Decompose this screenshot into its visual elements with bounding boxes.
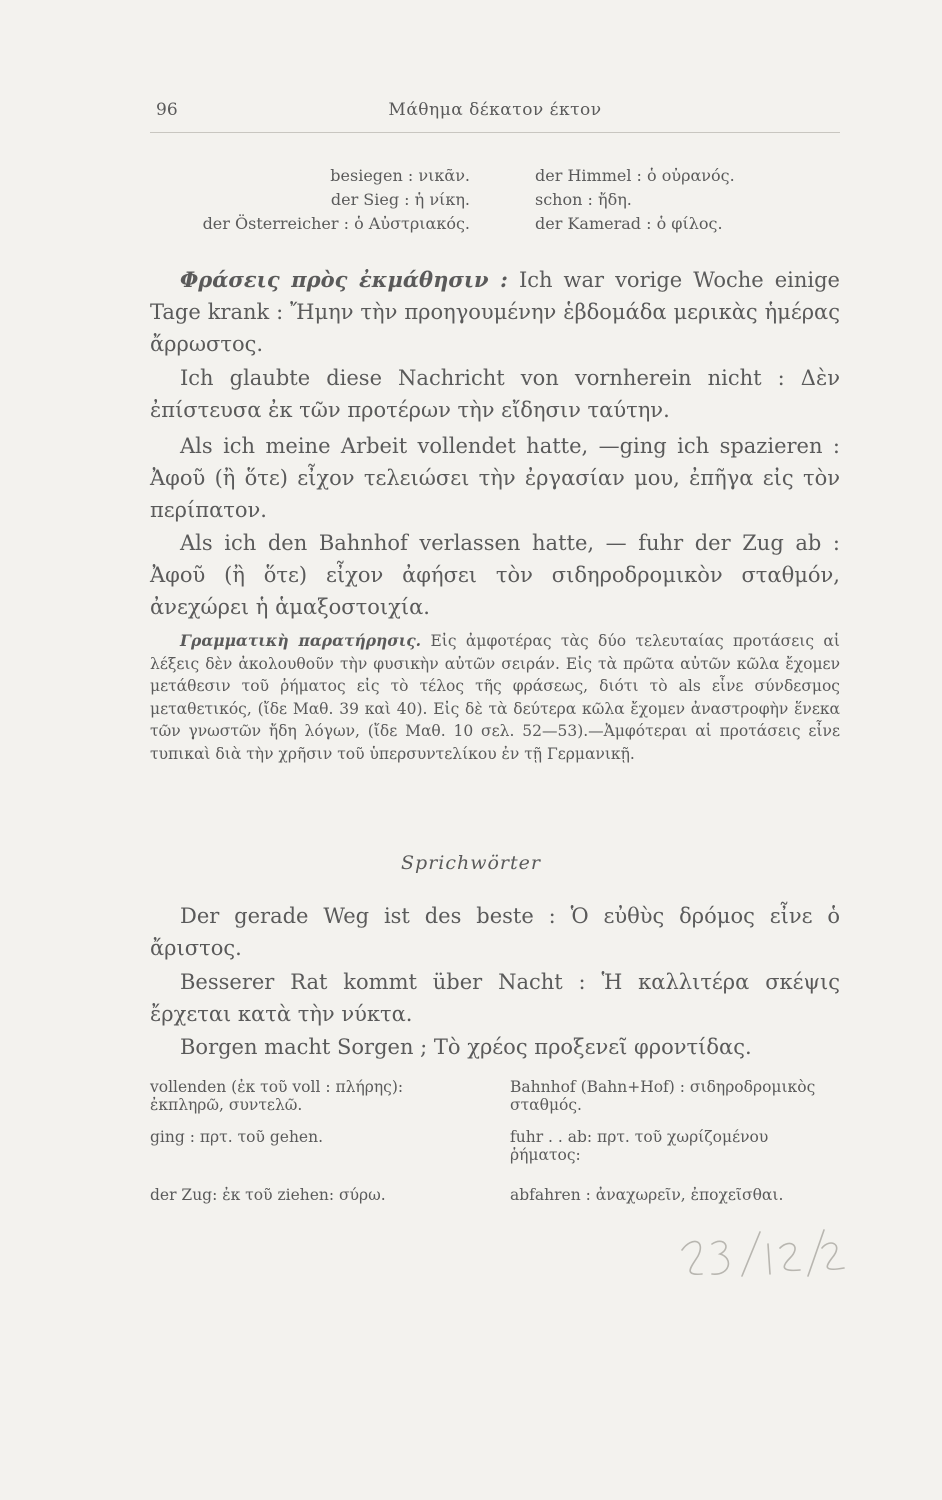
header-rule bbox=[150, 132, 840, 133]
proverb-3: Borgen macht Sorgen ; Τὸ χρέος προξενεῖ φροντίδας. bbox=[180, 1035, 752, 1059]
note-right: Bahnhof (Bahn+Hof) : σιδηροδρομικὸς σταθμός. bbox=[510, 1078, 816, 1114]
phrases-heading: Φράσεις πρὸς ἐκμάθησιν : bbox=[180, 267, 508, 292]
handwritten-date bbox=[672, 1218, 852, 1298]
vocab-left: besiegen : νικᾶν. bbox=[330, 166, 470, 185]
grammar-heading: Γραμματικὴ παρατήρησις. bbox=[180, 631, 422, 650]
note-left: der Zug: ἐκ τοῦ ziehen: σύρω. bbox=[150, 1186, 386, 1204]
vocab-left: der Österreicher : ὁ Αὐστριακός. bbox=[202, 214, 470, 233]
proverb-1: Der gerade Weg ist des beste : Ὁ εὐθὺς δρόμος εἶνε ὁ ἄριστος. bbox=[150, 904, 840, 960]
vocab-right: schon : ἤδη. bbox=[535, 190, 632, 209]
phrase-text: Ich war vorige Woche einige Tage krank : Ἤμην τὴν προηγουμένην ἑβδομάδα μερικὰς ἡμέρας ἄρρωστος. bbox=[150, 268, 840, 356]
grammar-body: Εἰς ἀμφοτέρας τὰς δύο τελευταίας προτάσεις αἱ λέξεις δὲν ἀκολουθοῦν τὴν φυσικὴν αὐτῶν σειράν. Εἰς τὰ πρῶτα αὐτῶν κῶλα ἔχομεν μετάθεσιν τοῦ ῥήματος εἰς τὸ τέλος τῆς φράσεως, διότι τὸ als εἶνε σύνδεσμος μεταθετικός, (ἴδε Μαθ. 39 καὶ 40). Εἰς δὲ τὰ δεύτερα κῶλα ἔχομεν ἀναστροφὴν ἕνεκα τῶν γνωστῶν ἤδη λόγων, (ἴδε Μαθ. 10 σελ. 52—53).—Ἀμφότεραι αἱ προτάσεις εἶνε τυπικαὶ διὰ τὴν χρῆσιν τοῦ ὑπερσυντελίκου ἐν τῇ Γερμανικῇ. bbox=[150, 632, 840, 763]
phrase-paragraph-1 bbox=[150, 264, 840, 360]
vocab-row bbox=[150, 214, 840, 238]
page-number: 96 bbox=[156, 100, 178, 120]
proverb-2: Besserer Rat kommt über Nacht : Ἡ καλλιτέρα σκέψις ἔρχεται κατὰ τὴν νύκτα. bbox=[150, 970, 840, 1026]
proverbs-title: Sprichwörter bbox=[401, 852, 541, 874]
chapter-title: Μάθημα δέκατον έκτον bbox=[388, 100, 602, 120]
note-left: ging : πρτ. τοῦ gehen. bbox=[150, 1128, 324, 1146]
vocab-right: der Kamerad : ὁ φίλος. bbox=[535, 214, 723, 233]
page-header bbox=[150, 100, 840, 130]
note-row bbox=[150, 1186, 840, 1216]
vocab-left: der Sieg : ἡ νίκη. bbox=[330, 190, 470, 209]
vocabulary-list bbox=[150, 166, 840, 238]
word-notes bbox=[150, 1078, 840, 1216]
vocab-right: der Himmel : ὁ οὐρανός. bbox=[535, 166, 735, 185]
note-row bbox=[150, 1078, 840, 1128]
phrase-paragraph-2: Ich glaubte diese Nachricht von vornherein nicht : Δὲν ἐπίστευσα ἐκ τῶν προτέρων τὴν εἴδησιν ταύτην. bbox=[150, 366, 840, 422]
vocab-row bbox=[150, 190, 840, 214]
note-left: vollenden (ἐκ τοῦ voll : πλήρης): ἐκπληρῶ, συντελῶ. bbox=[150, 1078, 404, 1114]
phrase-paragraph-4: Als ich den Bahnhof verlassen hatte, — fuhr der Zug ab : Ἀφοῦ (ἢ ὅτε) εἶχον ἀφήσει τὸν σιδηροδρομικὸν σταθμόν, ἀνεχώρει ἡ ἁμαξοστοιχία. bbox=[150, 531, 840, 619]
vocab-row bbox=[150, 166, 840, 190]
phrase-paragraph-3: Als ich meine Arbeit vollendet hatte, —ging ich spazieren : Ἀφοῦ (ἢ ὅτε) εἶχον τελειώσει τὴν ἐργασίαν μου, ἐπῆγα εἰς τὸν περίπατον. bbox=[150, 434, 840, 522]
note-right: fuhr . . ab: πρτ. τοῦ χωρίζομένου ῥήματος: bbox=[510, 1128, 769, 1164]
grammar-note bbox=[150, 630, 840, 765]
note-right: abfahren : ἀναχωρεῖν, ἐποχεῖσθαι. bbox=[510, 1186, 784, 1204]
note-row bbox=[150, 1128, 840, 1186]
